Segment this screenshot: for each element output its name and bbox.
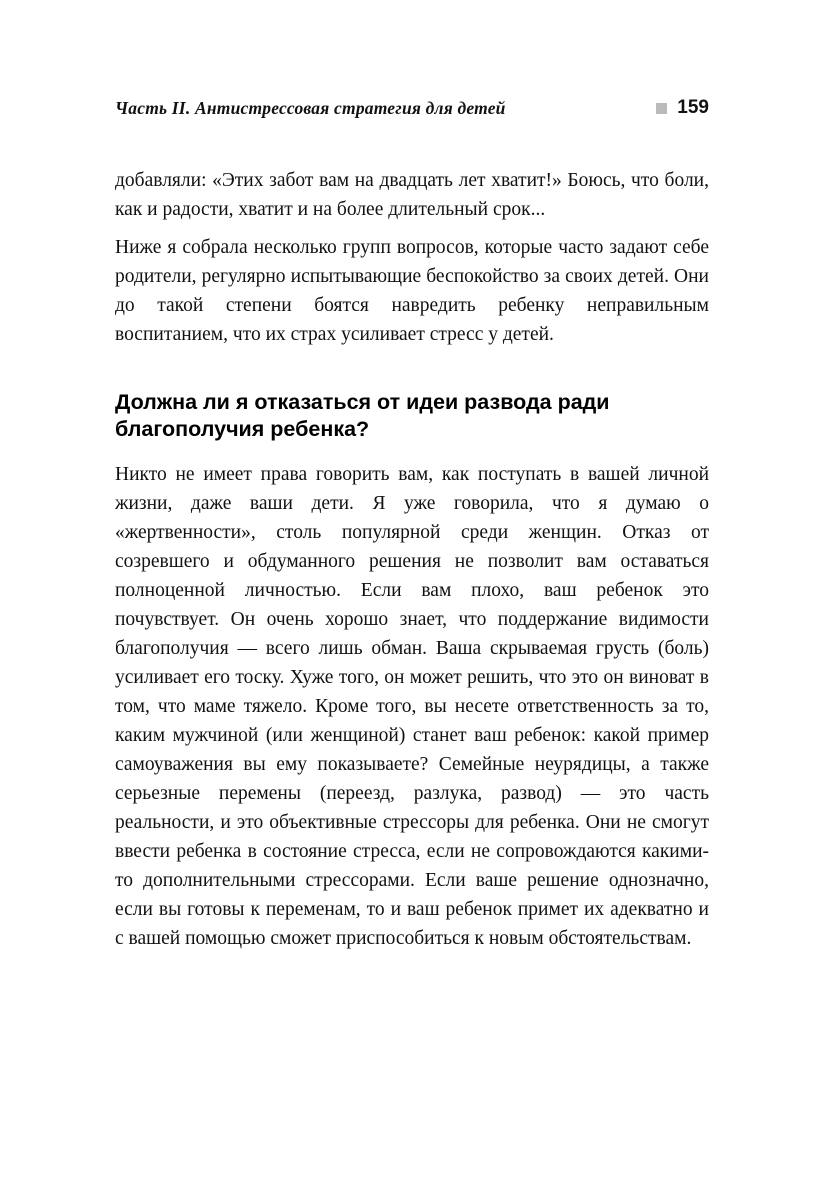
page-body <box>115 166 709 962</box>
paragraph: Никто не имеет права говорить вам, как поступать в вашей личной жизни, даже ваши дети. Я уже говорила, что я думаю о «жертвенности», столь популярной среди женщин. Отказ от созревшего и обдуманного решения не позволит вам оставаться полноценной личностью. Если вам плохо, ваш ребенок это почувствует. Он очень хорошо знает, что поддержание видимости благополучия — всего лишь обман. Ваша скрываемая грусть (боль) усиливает его тоску. Хуже того, он может решить, что это он виноват в том, что маме тяжело. Кроме того, вы несете ответственность за то, каким мужчиной (или женщиной) станет ваш ребенок: какой пример самоуважения вы ему показываете? Семейные неурядицы, а также серьезные перемены (переезд, разлука, развод) — это часть реальности, и это объективные стрессоры для ребенка. Они не смогут ввести ребенка в состояние стресса, если не сопровождаются какими-то дополнительными стрессорами. Если ваше решение однозначно, если вы готовы к переменам, то и ваш ребенок примет их адекватно и с вашей помощью сможет приспособиться к новым обстоятельствам. <box>115 464 709 949</box>
page-number: 159 <box>677 97 709 118</box>
running-header <box>115 97 709 119</box>
section-heading: Должна ли я отказаться от идеи развода ради благополучия ребенка? <box>115 390 610 441</box>
header-right <box>656 97 709 119</box>
paragraph: Ниже я собрала несколько групп вопросов, которые часто задают себе родители, регулярно испытывающие беспокойство за своих детей. Они до такой степени боятся навредить ребенку неправильным воспитанием, что их страх усиливает стресс у детей. <box>115 237 709 345</box>
running-title: Часть II. Антистрессовая стратегия для детей <box>115 97 506 118</box>
paragraph: добавляли: «Этих забот вам на двадцать лет хватит!» Боюсь, что боли, как и радости, хватит и на более длительный срок... <box>115 170 709 220</box>
square-bullet-icon <box>656 103 667 114</box>
